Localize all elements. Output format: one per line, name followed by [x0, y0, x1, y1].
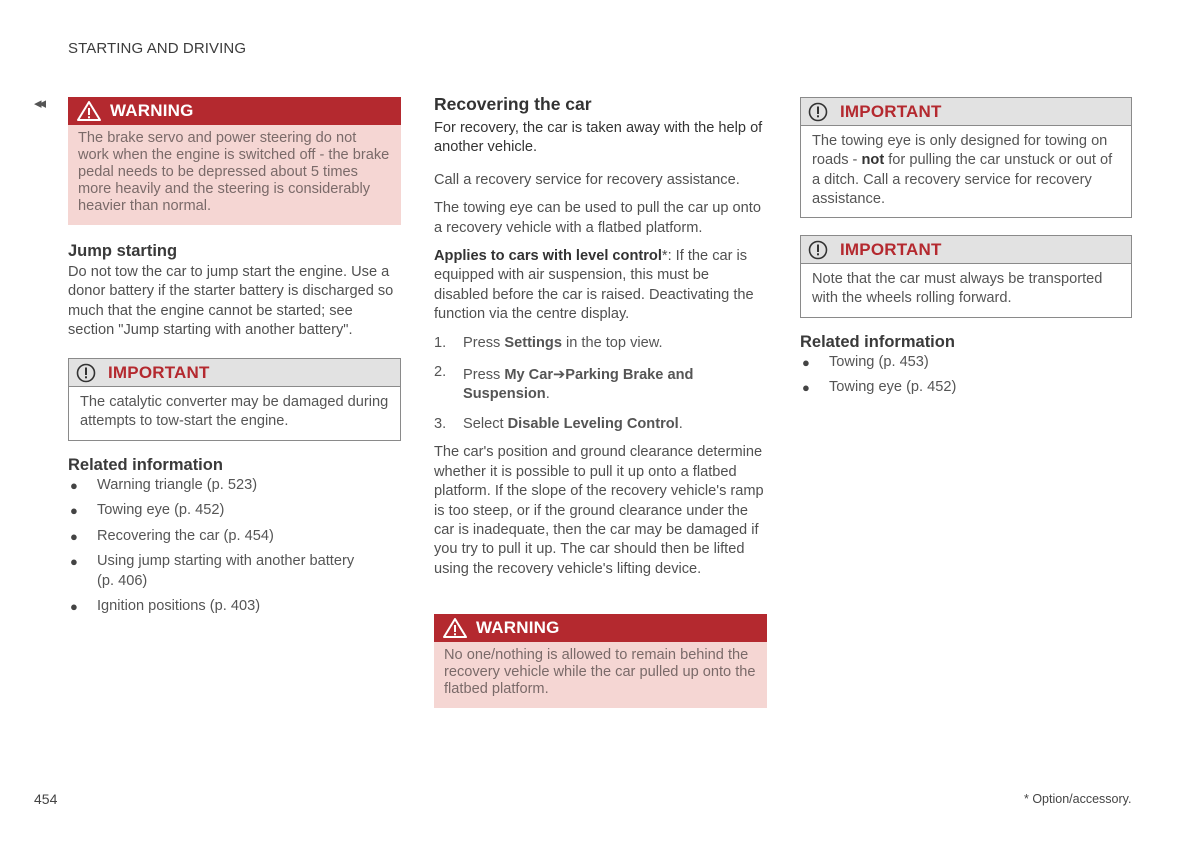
important-label: IMPORTANT [108, 362, 210, 382]
related-info-section [68, 456, 401, 616]
jump-starting-section [68, 242, 401, 341]
chapter-header: STARTING AND DRIVING [68, 40, 247, 57]
jump-starting-heading: Jump starting [68, 242, 178, 260]
paragraph-level-control: Applies to cars with level control*: If the car is equipped with air suspension, this must be disabled before the car is raised. Deactivating the function via the centre display. [434, 248, 754, 323]
footnote: * Option/accessory. [1024, 792, 1132, 806]
warning-label: WARNING [476, 618, 560, 637]
bullet-icon: ● [70, 478, 78, 493]
exclamation-circle-icon [76, 363, 96, 383]
menu-disable-leveling: Disable Leveling Control [507, 415, 679, 432]
related-link-towing-eye[interactable]: ● Towing eye (p. 452) [800, 378, 1132, 397]
paragraph-ground-clearance: The car's position and ground clearance determine whether it is possible to pull it up onto a flatbed platform. If the slope of the recovery vehicle's ramp is too steep, or if the ground clearance under the car is inadequate, then the car may be damaged if you try to pull it up. The car should then be lifted using the recovery vehicle's lifting device. [434, 444, 764, 577]
exclamation-circle-icon [808, 102, 828, 122]
menu-my-car: My Car [504, 367, 554, 384]
warning-box-brake [68, 97, 401, 225]
step-1: 1. Press Settings in the top view. [434, 334, 663, 351]
important-label: IMPORTANT [840, 101, 942, 121]
important-box-catalytic [68, 358, 401, 441]
warning-text: No one/nothing is allowed to remain behind the recovery vehicle while the car pulled up onto the flatbed platform. [444, 647, 756, 697]
related-link-ignition-positions[interactable]: ● Ignition positions (p. 403) [68, 597, 401, 616]
steps-list [434, 334, 767, 435]
related-link-towing[interactable]: ● Towing (p. 453) [800, 353, 1132, 372]
important-box-transport [800, 235, 1132, 318]
important-text: Note that the car must always be transported with the wheels rolling forward. [812, 271, 1103, 307]
bullet-icon: ● [70, 503, 78, 519]
jump-starting-text: Do not tow the car to jump start the engine. Use a donor battery if the starter battery is discharged so much that the engine cannot be started; see section "Jump starting with another battery". [68, 264, 394, 339]
related-link-towing-eye[interactable]: ● Towing eye (p. 452) [68, 501, 401, 520]
exclamation-circle-icon [808, 240, 828, 260]
warning-text: The brake servo and power steering do not work when the engine is switched off - the brake pedal needs to be depressed about 5 times more heavily and the steering is considerably heavier than normal. [78, 130, 390, 214]
menu-settings: Settings [504, 334, 562, 351]
warning-triangle-icon [442, 617, 468, 639]
related-link-warning-triangle[interactable]: ● Warning triangle (p. 523) [68, 476, 401, 495]
warning-label: WARNING [110, 101, 194, 120]
important-text: The towing eye is only designed for towing on roads - not for pulling the car unstuck or out of a ditch. Call a recovery service for recovery assistance. [812, 133, 1113, 208]
important-header [69, 359, 400, 387]
important-header [801, 236, 1131, 264]
related-link-jump-starting[interactable]: ● Using jump starting with another battery (p. 406) [70, 553, 355, 589]
bullet-icon: ● [802, 355, 810, 370]
step-2: 2. Press My Car➔Parking Brake and Suspension. [434, 364, 694, 403]
related-info-heading: Related information [800, 333, 955, 351]
warning-header [434, 614, 767, 642]
related-info-heading: Related information [68, 456, 223, 474]
related-info-list [800, 353, 1132, 398]
related-info-section [800, 333, 1132, 398]
step-3: 3. Select Disable Leveling Control. [434, 415, 683, 432]
bullet-icon: ● [70, 599, 78, 615]
bullet-icon: ● [70, 554, 78, 570]
paragraph-recovery-service: Call a recovery service for recovery assistance. [434, 171, 740, 188]
related-info-list [68, 476, 401, 616]
intro-text: For recovery, the car is taken away with the help of another vehicle. [434, 120, 763, 156]
continued-arrows-icon: ◂◂ [34, 95, 44, 112]
important-header [801, 98, 1131, 126]
warning-triangle-icon [76, 100, 102, 122]
menu-parking-brake: Parking Brake and Suspension [463, 367, 694, 403]
paragraph-towing-eye: The towing eye can be used to pull the car up onto a recovery vehicle with a flatbed platform. [434, 200, 761, 236]
bullet-icon: ● [70, 528, 78, 544]
related-link-recovering-car[interactable]: ● Recovering the car (p. 454) [68, 527, 401, 546]
section-title: Recovering the car [434, 94, 592, 114]
warning-header [68, 97, 401, 125]
arrow-right-icon: ➔ [553, 367, 566, 384]
important-text: The catalytic converter may be damaged during attempts to tow-start the engine. [80, 394, 389, 430]
important-label: IMPORTANT [840, 239, 942, 259]
important-box-towing-eye [800, 97, 1132, 218]
bullet-icon: ● [802, 380, 810, 396]
warning-box-recovery [434, 614, 767, 708]
page-number: 454 [34, 791, 58, 807]
